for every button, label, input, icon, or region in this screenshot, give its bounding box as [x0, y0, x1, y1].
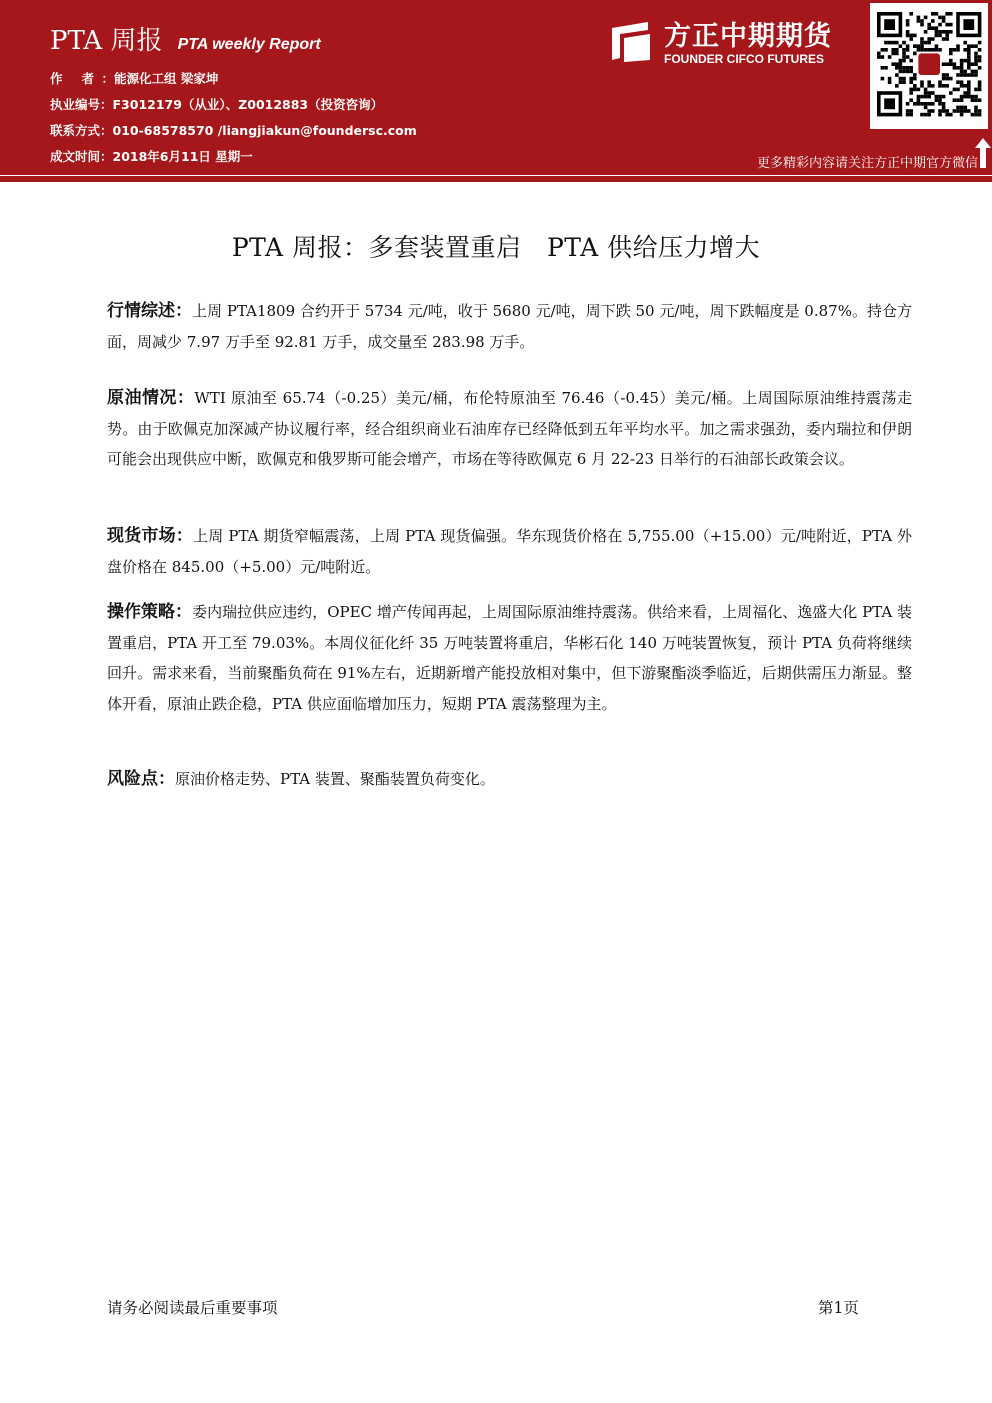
- report-title-en: PTA weekly Report: [177, 36, 321, 53]
- company-logo: [608, 14, 863, 74]
- license-value: F3012179（从业）、Z0012883（投资咨询）: [112, 97, 384, 112]
- section-market-overview: [107, 296, 912, 357]
- section-label: 风险点：: [107, 769, 175, 789]
- license-row: [50, 92, 417, 118]
- section-text: WTI 原油至 65.74（-0.25）美元/桶，布伦特原油至 76.46（-0.45）美元/桶。上周国际原油维持震荡走势。由于欧佩克加深减产协议履行率，经合组织商业石油库存已经降低到五年平均水平。加之需求强劲，委内瑞拉和伊朗可能会出现供应中断，欧佩克和俄罗斯可能会增产，市场在等待欧佩克 6 月 22-23 日举行的石油部长政策会议。: [107, 389, 912, 468]
- section-spot-market: [107, 521, 912, 582]
- page-number: 第1页: [818, 1299, 859, 1317]
- report-header: [0, 0, 992, 175]
- report-title: [50, 20, 321, 57]
- wechat-qr-code-icon[interactable]: [870, 3, 988, 129]
- author-value: 能源化工组 梁家坤: [114, 71, 219, 86]
- section-text: 上周 PTA 期货窄幅震荡，上周 PTA 现货偏强。华东现货价格在 5,755.00（+15.00）元/吨附近，PTA 外盘价格在 845.00（+5.00）元/吨附近。: [107, 527, 913, 576]
- header-divider: [0, 176, 992, 182]
- report-meta: [50, 66, 417, 170]
- date-label: 成文时间：: [50, 149, 113, 164]
- section-label: 操作策略：: [107, 602, 193, 622]
- logo-text-en: FOUNDER CIFCO FUTURES: [664, 52, 824, 66]
- contact-row: [50, 118, 417, 144]
- report-title-cn: PTA 周报: [50, 26, 163, 56]
- contact-label: 联系方式：: [50, 123, 113, 138]
- section-strategy: [107, 597, 912, 719]
- section-text: 原油价格走势、PTA 装置、聚酯装置负荷变化。: [175, 770, 495, 788]
- section-crude-oil: [107, 383, 912, 475]
- wechat-follow-note: 更多精彩内容请关注方正中期官方微信: [756, 156, 978, 171]
- section-text: 上周 PTA1809 合约开于 5734 元/吨，收于 5680 元/吨，周下跌 50 元/吨，周下跌幅度是 0.87%。持仓方面，周减少 7.97 万手至 92.81 万手，成交量至 283.98 万手。: [107, 302, 912, 351]
- date-row: [50, 144, 417, 170]
- logo-mark-icon: [608, 18, 654, 64]
- section-label: 行情综述：: [107, 301, 193, 321]
- article-headline: PTA 周报：多套装置重启 PTA 供给压力增大: [231, 233, 761, 262]
- license-label: 执业编号：: [50, 97, 113, 112]
- section-label: 现货市场：: [107, 526, 193, 546]
- logo-text-cn: 方正中期期货: [664, 21, 832, 52]
- author-label: 作 者：: [50, 71, 114, 86]
- contact-value[interactable]: 010-68578570 /liangjiakun@foundersc.com: [112, 123, 417, 138]
- section-label: 原油情况：: [107, 388, 195, 408]
- section-text: 委内瑞拉供应违约，OPEC 增产传闻再起，上周国际原油维持震荡。供给来看，上周福化、逸盛大化 PTA 装置重启，PTA 开工至 79.03%。本周仪征化纤 35 万吨装置将重启，华彬石化 140 万吨装置恢复，预计 PTA 负荷将继续回升。需求来看，当前聚酯负荷在 91%左右，近期新增产能投放相对集中，但下游聚酯淡季临近，后期供需压力渐显。整体开看，原油止跌企稳，PTA 供应面临增加压力，短期 PTA 震荡整理为主。: [107, 603, 912, 713]
- date-value: 2018年6月11日 星期一: [112, 149, 253, 164]
- footer-disclaimer: 请务必阅读最后重要事项: [107, 1299, 278, 1317]
- author-row: [50, 66, 417, 92]
- section-risks: [107, 764, 912, 795]
